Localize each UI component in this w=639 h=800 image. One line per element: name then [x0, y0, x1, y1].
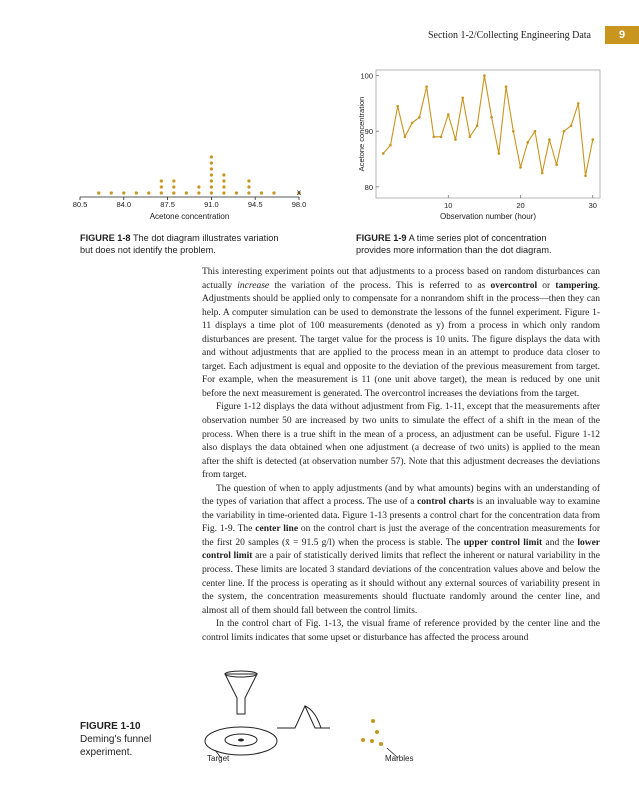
figure-1-8-caption-line2: but does not identify the problem.	[80, 245, 216, 255]
ts-point	[425, 85, 428, 88]
dot-point	[222, 185, 225, 188]
dot-point	[222, 173, 225, 176]
figure-1-9-caption-line1: A time series plot of concentration	[408, 233, 547, 243]
ts-point	[534, 130, 537, 133]
time-series-frame	[376, 70, 600, 198]
dot-diagram-ticks	[73, 197, 307, 209]
ts-x-tick-label: 30	[588, 201, 597, 210]
ts-point	[382, 152, 385, 155]
figure-1-9-caption	[356, 232, 616, 256]
ts-point	[483, 74, 486, 77]
funnel-icon	[225, 674, 257, 714]
ts-point	[454, 138, 457, 141]
ts-point	[555, 163, 558, 166]
time-series-line	[383, 76, 593, 176]
ts-point	[548, 138, 551, 141]
ts-point	[411, 122, 414, 125]
paragraph-2: Figure 1-12 displays the data without adjustment from Fig. 1-11, except that the measurements after observation number 50 are increased by two units to simulate the effect of a shift in the mean of the process. When there is a true shift in the mean of a process, an adjustment can be useful. Figure 1-12 also displays the data obtained when one adjustment (a decrease of two units) is applied to the mean after the shift is detected (at observation number 57). Note that this adjustment decreases the deviations from target.	[202, 402, 600, 481]
figure-1-8-caption	[80, 232, 320, 256]
marble	[370, 739, 374, 743]
dot-point	[172, 191, 175, 194]
ts-point	[389, 144, 392, 147]
ts-point	[591, 138, 594, 141]
figure-1-9-label: FIGURE 1-9	[356, 233, 407, 243]
dot-point	[197, 191, 200, 194]
dot-point	[197, 185, 200, 188]
figure-1-9-caption-line2: provides more information than the dot diagram.	[356, 245, 552, 255]
dot-point	[210, 191, 213, 194]
dot-point	[172, 179, 175, 182]
paragraph-1: This interesting experiment points out that adjustments to a process based on random disturbances can actually increase the variation of the process. This is referred to as overcontrol or tampering. Adjustments should be applied only to compensate for a nonrandom shift in the process—then they can help. A computer simulation can be used to demonstrate the lessons of the funnel experiment. Figure 1-11 displays a time plot of 100 measurements (denoted as y) from a process in which only random disturbances are present. The target value for the process is 10 units. The figure displays the data with and without adjustments that are applied to the process mean in an attempt to produce data closer to target. Each adjustment is equal and opposite to the deviation of the previous measurement from target. For example, when the measurement is 11 (one unit above target), the mean is reduced by one unit before the next measurement is generated. The overcontrol increases the deviations from the target.	[202, 267, 600, 399]
dot-tick-label: 84.0	[116, 200, 132, 209]
figure-1-8-label: FIGURE 1-8	[80, 233, 131, 243]
ts-point	[404, 135, 407, 138]
figure-1-10-line1: Deming's funnel	[80, 734, 152, 745]
ts-point	[418, 116, 421, 119]
marble	[361, 738, 365, 742]
ts-y-tick-label: 80	[364, 182, 373, 192]
dot-point	[247, 179, 250, 182]
ts-point	[563, 130, 566, 133]
dot-point	[160, 191, 163, 194]
page-number: 9	[605, 26, 639, 44]
dot-point	[222, 191, 225, 194]
ts-point	[498, 152, 501, 155]
dot-point	[160, 179, 163, 182]
paragraph-3: The question of when to apply adjustments (and by what amounts) begins with an understanding of the types of variation that affect a process. The use of a control charts is an invaluable way to examine the variability in time-oriented data. Figure 1-13 presents a control chart for the concentration data from Fig. 1-9. The center line on the control chart is just the average of the concentration measurements for the first 20 samples (x̄ = 91.5 g/l) when the process is stable. The upper control limit and the lower control limit are a pair of statistically derived limits that reflect the inherent or natural variability in the process. These limits are located 3 standard deviations of the concentration values above and below the center line. If the process is operating as it should without any external sources of variability present in the system, the concentration measurements should fluctuate randomly around the center line, and almost all of them should fall between the control limits.	[202, 483, 601, 616]
ts-point	[519, 166, 522, 169]
ts-x-tick-label: 10	[444, 201, 453, 210]
dot-point	[272, 191, 275, 194]
time-series-plot	[356, 62, 606, 232]
ts-point	[577, 102, 580, 105]
marbles-label: Marbles	[385, 754, 414, 763]
paragraph-4: In the control chart of Fig. 1-13, the visual frame of reference provided by the center line and the control limits indicates that some upset or disturbance has affected the process around	[202, 619, 600, 643]
ts-point	[433, 135, 436, 138]
dot-diagram-x-label: Acetone concentration	[149, 212, 230, 221]
body-text	[202, 266, 600, 645]
ts-point	[512, 130, 515, 133]
ts-point	[584, 174, 587, 177]
dot-point	[210, 161, 213, 164]
dot-point	[210, 185, 213, 188]
dot-point	[160, 185, 163, 188]
ts-point	[541, 172, 544, 175]
dot-point	[110, 191, 113, 194]
time-series-y-label: Acetone concentration	[357, 96, 366, 172]
time-series-x-label: Observation number (hour)	[439, 212, 537, 221]
funnel-illustration	[195, 668, 425, 768]
ts-point	[469, 135, 472, 138]
ts-series-line	[383, 76, 593, 176]
dot-point	[210, 155, 213, 158]
marble	[375, 730, 379, 734]
ts-point	[440, 135, 443, 138]
ts-point	[490, 116, 493, 119]
dot-tick-label: 98.0	[291, 200, 307, 209]
marble	[379, 742, 383, 746]
time-series-border	[376, 70, 600, 198]
dot-point	[235, 191, 238, 194]
figure-1-10-line2: experiment.	[80, 747, 133, 758]
figure-1-8-caption-line1: The dot diagram illustrates variation	[132, 233, 279, 243]
dot-point	[97, 191, 100, 194]
dot-tick-label: 80.5	[72, 200, 88, 209]
dot-point	[210, 179, 213, 182]
ts-x-tick-label: 20	[516, 201, 525, 210]
dot-point	[247, 185, 250, 188]
dot-point	[147, 191, 150, 194]
dot-diagram-x-symbol: x	[297, 188, 301, 197]
dot-point	[172, 185, 175, 188]
dot-tick-label: 94.5	[247, 200, 263, 209]
dot-point	[260, 191, 263, 194]
dot-point	[210, 173, 213, 176]
target-label: Target	[207, 754, 230, 763]
ts-point	[476, 124, 479, 127]
ts-y-tick-label: 100	[360, 71, 373, 81]
dot-diagram	[70, 140, 330, 230]
funnel-stand	[277, 706, 330, 728]
ts-point	[570, 124, 573, 127]
target-center	[238, 739, 244, 742]
ts-point	[447, 113, 450, 116]
running-header: Section 1-2/Collecting Engineering Data	[427, 30, 591, 41]
marble	[371, 719, 375, 723]
dot-tick-label: 87.5	[160, 200, 175, 209]
ts-point	[461, 97, 464, 100]
figure-1-10-label: FIGURE 1-10	[80, 721, 141, 732]
time-series-points	[382, 74, 594, 177]
dot-point	[210, 167, 213, 170]
ts-y-tick-label: 90	[364, 127, 373, 137]
ts-point	[396, 105, 399, 108]
dot-point	[135, 191, 138, 194]
dot-point	[247, 191, 250, 194]
dot-tick-label: 91.0	[204, 200, 219, 209]
dot-point	[185, 191, 188, 194]
dot-point	[222, 179, 225, 182]
dot-diagram-points	[97, 155, 300, 194]
figure-1-10-caption	[80, 720, 151, 759]
ts-point	[505, 85, 508, 88]
ts-point	[526, 141, 529, 144]
dot-point	[122, 191, 125, 194]
